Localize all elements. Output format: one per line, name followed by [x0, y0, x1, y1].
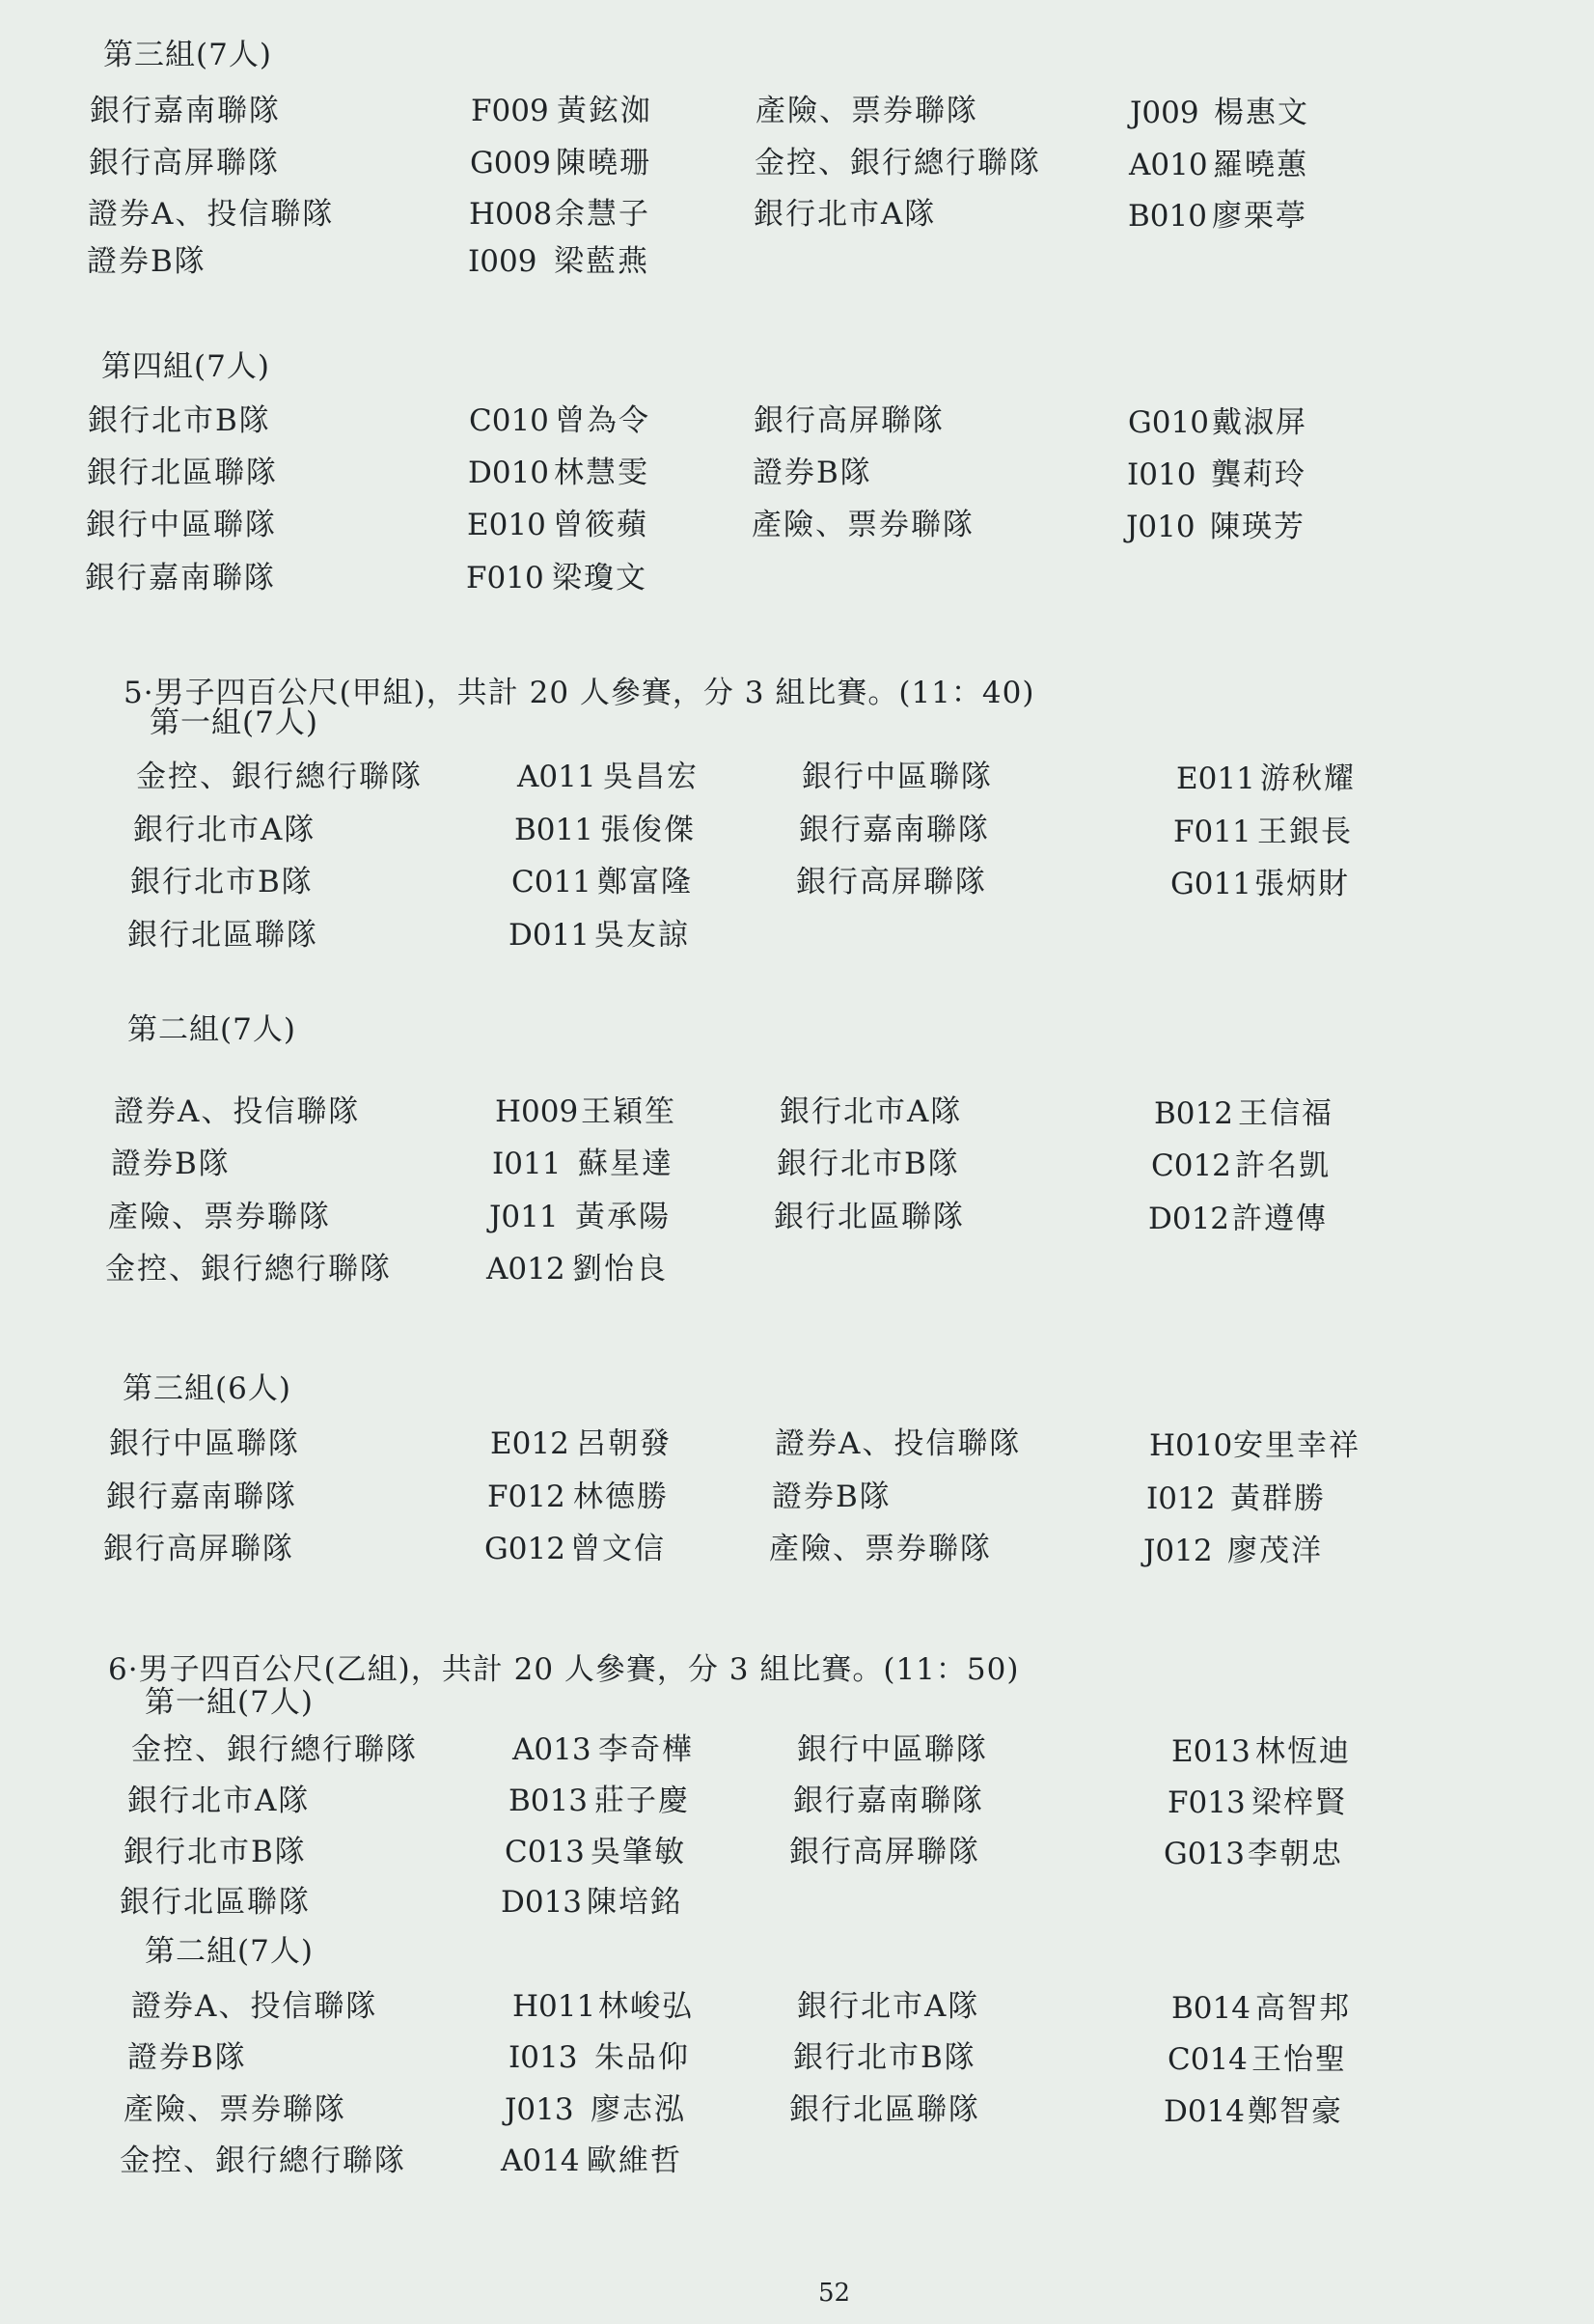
left-athlete: 朱品仰	[594, 2040, 690, 2075]
right-athlete: 廖茂洋	[1227, 1534, 1323, 1568]
left-team: 銀行北市B隊	[130, 865, 314, 899]
left-athlete: 吳肇敏	[591, 1835, 686, 1869]
left-team: 證券B隊	[87, 244, 206, 279]
right-bib: A010	[1129, 148, 1208, 182]
left-team: 銀行嘉南聯隊	[90, 94, 281, 128]
right-team: 銀行嘉南聯隊	[793, 1784, 984, 1818]
left-bib: G012	[484, 1532, 565, 1566]
left-bib: B011	[514, 813, 593, 847]
left-bib: I009	[468, 244, 537, 279]
left-athlete: 林德勝	[573, 1480, 669, 1514]
left-bib: G009	[470, 146, 551, 180]
right-team: 證券B隊	[772, 1480, 892, 1514]
left-team: 銀行北區聯隊	[120, 1885, 311, 1920]
left-athlete: 梁瓊文	[552, 561, 647, 595]
right-athlete: 李朝忠	[1248, 1837, 1343, 1871]
right-team: 銀行北市A隊	[780, 1094, 963, 1129]
left-athlete: 曾筱蘋	[553, 508, 648, 542]
left-bib: H008	[469, 197, 553, 232]
right-team: 銀行高屏聯隊	[789, 1835, 980, 1869]
left-team: 銀行北市A隊	[133, 813, 316, 847]
right-athlete: 陳瑛芳	[1210, 510, 1305, 544]
right-athlete: 廖栗葶	[1212, 199, 1307, 234]
heat-title: 第一組(7人)	[145, 1685, 314, 1720]
left-bib: D011	[508, 918, 591, 953]
left-team: 銀行北區聯隊	[127, 918, 318, 953]
right-bib: C012	[1151, 1148, 1231, 1183]
left-bib: F010	[466, 561, 544, 595]
right-team: 銀行北市B隊	[777, 1147, 960, 1181]
left-team: 銀行中區聯隊	[109, 1426, 300, 1461]
right-athlete: 羅曉蕙	[1213, 148, 1308, 182]
right-team: 產險、票券聯隊	[756, 94, 978, 128]
left-team: 銀行北區聯隊	[87, 456, 278, 490]
left-athlete: 張俊傑	[600, 813, 696, 847]
left-team: 產險、票券聯隊	[124, 2092, 346, 2127]
left-bib: D013	[501, 1885, 583, 1920]
right-team: 證券A、投信聯隊	[775, 1426, 1022, 1461]
right-athlete: 王怡聖	[1251, 2042, 1347, 2077]
right-athlete: 游秋耀	[1260, 761, 1356, 796]
heat-title: 第一組(7人)	[150, 706, 318, 740]
left-athlete: 王穎笙	[581, 1094, 676, 1129]
right-bib: G010	[1128, 405, 1209, 440]
left-bib: F009	[471, 94, 549, 128]
right-team: 銀行嘉南聯隊	[799, 813, 990, 847]
right-bib: C014	[1168, 2042, 1248, 2077]
left-team: 銀行高屏聯隊	[89, 146, 280, 180]
right-athlete: 龔莉玲	[1211, 457, 1306, 492]
left-bib: A013	[512, 1732, 591, 1767]
right-bib: D014	[1164, 2094, 1246, 2129]
left-athlete: 黃承陽	[575, 1200, 671, 1234]
left-team: 銀行高屏聯隊	[103, 1532, 294, 1566]
right-team: 銀行中區聯隊	[797, 1732, 988, 1767]
right-team: 銀行北區聯隊	[789, 2092, 980, 2127]
left-athlete: 呂朝發	[576, 1426, 672, 1461]
left-bib: C010	[469, 403, 549, 438]
right-bib: F013	[1168, 1785, 1246, 1820]
left-athlete: 林峻弘	[598, 1989, 694, 2024]
right-bib: E013	[1171, 1734, 1250, 1769]
left-athlete: 劉怡良	[572, 1252, 668, 1286]
left-athlete: 曾文信	[570, 1532, 666, 1566]
right-athlete: 鄭智豪	[1248, 2094, 1343, 2129]
heat-title: 第二組(7人)	[145, 1934, 314, 1969]
right-athlete: 許遵傳	[1232, 1202, 1328, 1236]
left-bib: C011	[511, 865, 591, 899]
left-bib: A014	[501, 2144, 580, 2178]
left-team: 銀行北市B隊	[124, 1835, 307, 1869]
left-bib: H011	[512, 1989, 596, 2024]
right-athlete: 張炳財	[1254, 867, 1350, 901]
right-bib: I012	[1146, 1481, 1216, 1516]
right-bib: B010	[1128, 199, 1207, 234]
left-team: 銀行北市B隊	[88, 403, 271, 438]
left-bib: H009	[495, 1094, 579, 1129]
left-athlete: 吳昌宏	[603, 760, 699, 794]
left-bib: E010	[467, 508, 546, 542]
right-team: 金控、銀行總行聯隊	[755, 146, 1041, 180]
right-team: 銀行高屏聯隊	[796, 865, 987, 899]
right-bib: I010	[1127, 457, 1196, 492]
left-athlete: 李奇樺	[598, 1732, 694, 1767]
right-team: 銀行北市B隊	[793, 2040, 976, 2075]
right-athlete: 梁梓賢	[1251, 1785, 1347, 1820]
right-bib: B012	[1154, 1096, 1233, 1131]
event-heading: 5·男子四百公尺(甲組)，共計 20 人參賽，分 3 組比賽。(11：40)	[124, 676, 1035, 710]
left-team: 證券B隊	[127, 2040, 247, 2075]
left-athlete: 林慧雯	[554, 456, 649, 490]
page-number: 52	[818, 2279, 851, 2308]
right-athlete: 許名凱	[1235, 1148, 1331, 1183]
right-team: 銀行高屏聯隊	[754, 403, 945, 438]
right-bib: E011	[1176, 761, 1255, 796]
left-athlete: 陳曉珊	[556, 146, 651, 180]
heat-title: 第二組(7人)	[127, 1012, 296, 1047]
right-bib: H010	[1149, 1428, 1233, 1463]
right-athlete: 高智邦	[1255, 1991, 1351, 2026]
left-team: 金控、銀行總行聯隊	[131, 1732, 418, 1767]
event-heading: 6·男子四百公尺(乙組)，共計 20 人參賽，分 3 組比賽。(11：50)	[108, 1652, 1020, 1687]
left-team: 證券A、投信聯隊	[131, 1989, 378, 2024]
right-athlete: 黃群勝	[1230, 1481, 1326, 1516]
right-team: 銀行北區聯隊	[774, 1200, 965, 1234]
heat-title: 第三組(6人)	[123, 1371, 291, 1406]
left-bib: A011	[517, 760, 596, 794]
left-team: 金控、銀行總行聯隊	[136, 760, 423, 794]
left-athlete: 蘇星達	[578, 1147, 673, 1181]
left-team: 金控、銀行總行聯隊	[105, 1252, 392, 1286]
right-athlete: 王銀長	[1257, 815, 1353, 849]
left-team: 銀行中區聯隊	[86, 508, 277, 542]
right-bib: J009	[1130, 96, 1199, 130]
left-team: 銀行嘉南聯隊	[106, 1480, 297, 1514]
right-athlete: 王信福	[1238, 1096, 1333, 1131]
left-team: 證券A、投信聯隊	[88, 197, 335, 232]
left-bib: E012	[490, 1426, 569, 1461]
left-athlete: 鄭富隆	[597, 865, 693, 899]
left-team: 金控、銀行總行聯隊	[120, 2144, 406, 2178]
left-team: 產險、票券聯隊	[108, 1200, 331, 1234]
left-bib: C013	[505, 1835, 585, 1869]
right-athlete: 楊惠文	[1214, 96, 1309, 130]
left-athlete: 廖志泓	[591, 2092, 686, 2127]
right-team: 銀行北市A隊	[797, 1989, 980, 2024]
right-team: 銀行中區聯隊	[802, 760, 993, 794]
right-team: 銀行北市A隊	[754, 197, 937, 232]
right-bib: G011	[1170, 867, 1251, 901]
left-bib: I011	[492, 1147, 562, 1181]
heat-title: 第四組(7人)	[101, 349, 270, 384]
left-athlete: 陳培銘	[587, 1885, 682, 1920]
right-bib: B014	[1171, 1991, 1250, 2026]
right-team: 產險、票券聯隊	[769, 1532, 992, 1566]
left-bib: A012	[486, 1252, 565, 1286]
left-team: 銀行北市A隊	[127, 1784, 311, 1818]
right-bib: D012	[1148, 1202, 1230, 1236]
right-bib: G013	[1164, 1837, 1245, 1871]
left-bib: B013	[508, 1784, 588, 1818]
left-team: 證券B隊	[111, 1147, 231, 1181]
right-athlete: 戴淑屏	[1212, 405, 1307, 440]
right-athlete: 林恆迪	[1255, 1734, 1351, 1769]
left-team: 銀行嘉南聯隊	[85, 561, 276, 595]
heat-title: 第三組(7人)	[103, 38, 272, 72]
left-bib: J011	[489, 1200, 559, 1234]
left-bib: I013	[508, 2040, 578, 2075]
right-bib: J010	[1126, 510, 1196, 544]
left-athlete: 歐維哲	[587, 2144, 682, 2178]
left-athlete: 莊子慶	[594, 1784, 690, 1818]
left-athlete: 黃鉉洳	[557, 94, 652, 128]
right-team: 證券B隊	[753, 456, 872, 490]
right-bib: F011	[1173, 815, 1251, 849]
left-athlete: 曾為令	[555, 403, 650, 438]
right-team: 產險、票券聯隊	[752, 508, 975, 542]
left-athlete: 吳友諒	[594, 918, 690, 953]
left-bib: D010	[468, 456, 550, 490]
left-team: 證券A、投信聯隊	[114, 1094, 361, 1129]
left-bib: F012	[487, 1480, 565, 1514]
left-athlete: 梁藍燕	[554, 244, 649, 279]
left-athlete: 余慧子	[555, 197, 650, 232]
right-athlete: 安里幸祥	[1233, 1428, 1360, 1463]
right-bib: J012	[1143, 1534, 1213, 1568]
left-bib: J013	[505, 2092, 574, 2127]
